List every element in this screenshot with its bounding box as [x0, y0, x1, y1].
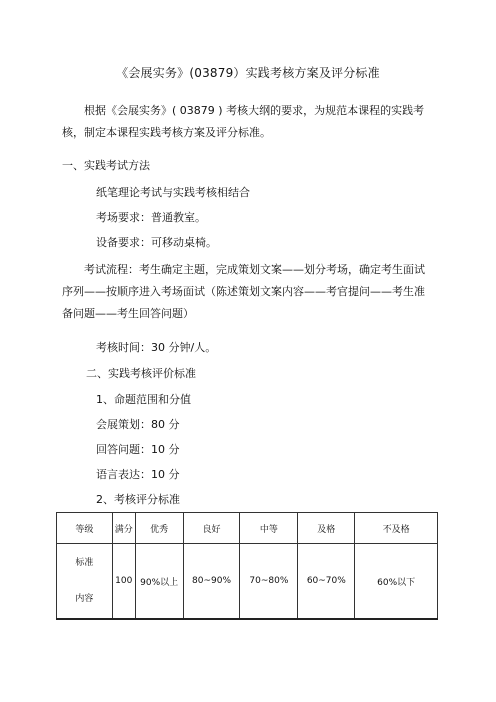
document-title: 《会展实务》(03879）实践考核方案及评分标准: [116, 66, 380, 80]
row-label-line: 内容: [75, 594, 94, 604]
equipment-requirement: 设备要求：可移动桌椅。: [96, 236, 217, 249]
section2-heading: 二、实践考核评价标准: [86, 367, 196, 380]
header-cell: 优秀: [135, 513, 183, 544]
header-cell: 良好: [183, 513, 240, 544]
section1-heading: 一、实践考试方法: [62, 159, 150, 172]
header-cell: 满分: [112, 513, 135, 544]
row-label-line: 标准: [75, 558, 94, 568]
score-language: 语言表达：10 分: [96, 468, 180, 481]
table-cell: 60%以下: [355, 544, 438, 620]
room-requirement: 考场要求：普通教室。: [96, 211, 206, 224]
score-planning: 会展策划：80 分: [96, 418, 180, 431]
table-header-row: [57, 513, 438, 544]
row-label-cell: [57, 544, 113, 620]
table-cell: 70~80%: [240, 544, 298, 620]
header-cell: 中等: [240, 513, 298, 544]
table-cell: 90%以上: [135, 544, 183, 620]
method-line: 纸笔理论考试与实践考核相结合: [96, 186, 250, 199]
header-cell: 不及格: [355, 513, 438, 544]
table-cell: 100: [112, 544, 135, 620]
exam-process: 考试流程：考生确定主题，完成策划文案——划分考场，确定考生面试序列——按顺序进入考场面试（陈述策划文案内容——考官提问——考生准备问题——考生回答问题）: [62, 263, 425, 320]
sub-heading-2: 2、考核评分标准: [96, 493, 180, 506]
table-cell: 60~70%: [298, 544, 355, 620]
sub-heading-1: 1、命题范围和分值: [96, 393, 191, 406]
table-row: [57, 544, 438, 620]
header-cell: 及格: [298, 513, 355, 544]
score-answer: 回答问题：10 分: [96, 443, 180, 456]
exam-time: 考核时间：30 分钟/人。: [96, 341, 217, 354]
table-cell: 80~90%: [183, 544, 240, 620]
header-cell: 等级: [57, 513, 113, 544]
intro-paragraph: 根据《会展实务》( 03879 ) 考核大纲的要求，为规范本课程的实践考核，制定本课程实践考核方案及评分标准。: [62, 104, 425, 139]
grading-table: [56, 512, 438, 620]
